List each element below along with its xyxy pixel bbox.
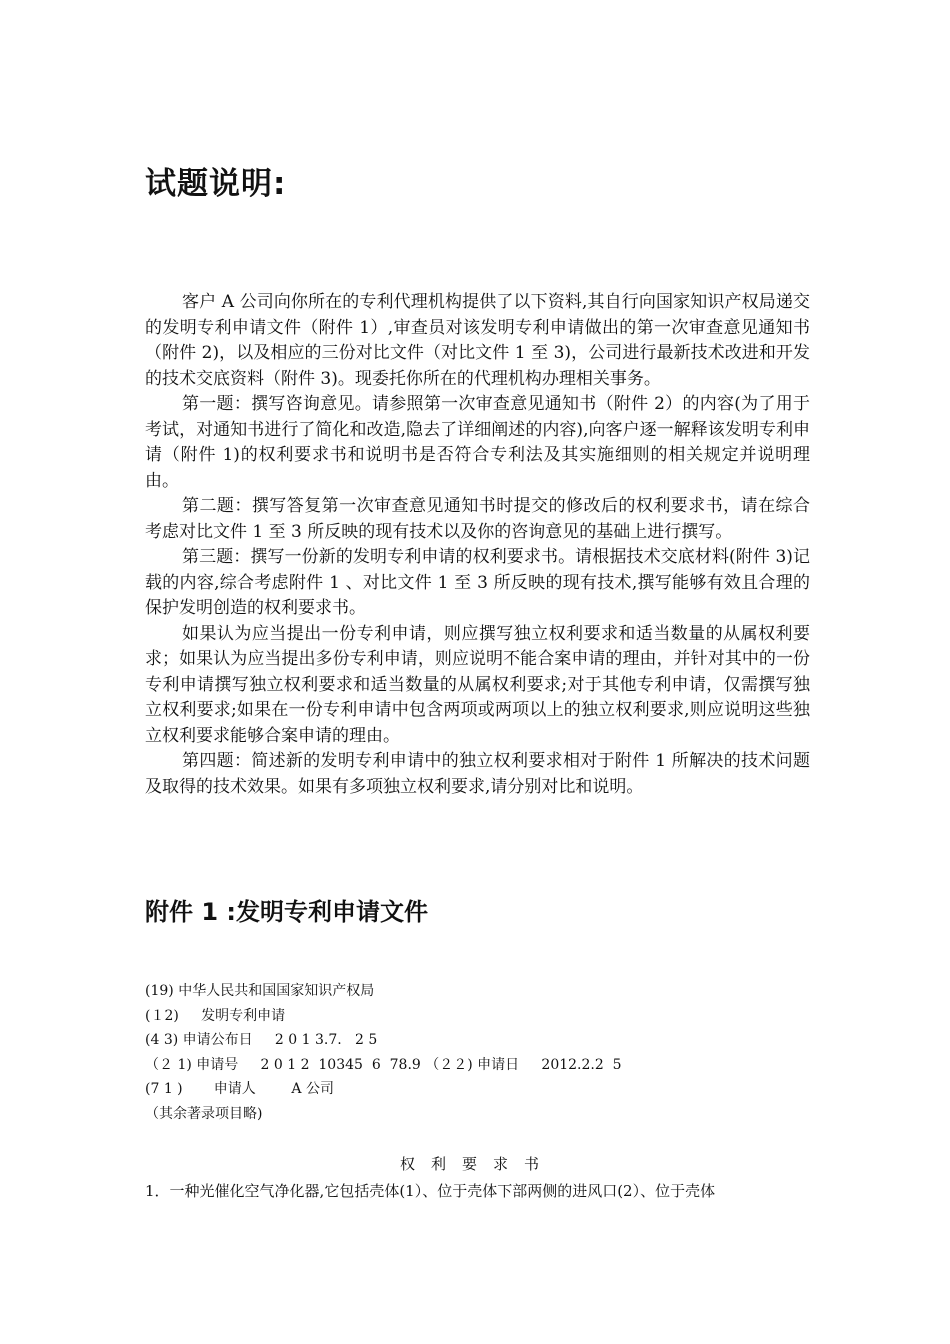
- paragraph-question-3-note: 如果认为应当提出一份专利申请，则应撰写独立权利要求和适当数量的从属权利要求；如果认为应当提出多份专利申请，则应说明不能合案申请的理由，并针对其中的一份专利申请撰写独立权利要求和适当数量的从属权利要求;对于其他专利申请，仅需撰写独立权利要求;如果在一份专利申请中包含两项或两项以上的独立权利要求,则应说明这些独立权利要求能够合案申请的理由。: [145, 623, 810, 746]
- page-title: 试题说明:: [145, 166, 287, 202]
- biblio-line-office: (19) 中华人民共和国国家知识产权局: [145, 983, 375, 999]
- paragraph-question-1: 第一题：撰写咨询意见。请参照第一次审查意见通知书（附件 2）的内容(为了用于考试，对通知书进行了简化和改造,隐去了详细阐述的内容),向客户逐一解释该发明专利申请（附件 1)的权利要求书和说明书是否符合专利法及其实施细则的相关规定并说明理由。: [145, 394, 810, 491]
- paragraph-intro: 客户 A 公司向你所在的专利代理机构提供了以下资料,其自行向国家知识产权局递交的发明专利申请文件（附件 1）,审查员对该发明专利申请做出的第一次审查意见通知书（附件 2)，以及相应的三份对比文件（对比文件 1 至 3)，公司进行最新技术改进和开发的技术交底资料（附件 3)。现委托你所在的代理机构办理相关事务。: [145, 292, 810, 389]
- paragraph-question-3: 第三题：撰写一份新的发明专利申请的权利要求书。请根据技术交底材料(附件 3)记载的内容,综合考虑附件 1 、对比文件 1 至 3 所反映的现有技术,撰写能够有效且合理的保护发明创造的权利要求书。: [145, 547, 810, 618]
- attachment-title: 附件 1 :发明专利申请文件: [145, 898, 429, 926]
- biblio-line-applicant: (7 1 ) 申请人 A 公司: [145, 1081, 334, 1097]
- instructions-body: [145, 290, 810, 800]
- paragraph-question-4: 第四题：简述新的发明专利申请中的独立权利要求相对于附件 1 所解决的技术问题及取得的技术效果。如果有多项独立权利要求,请分别对比和说明。: [145, 751, 810, 797]
- claims-heading: 权利要求书: [399, 1155, 555, 1173]
- biblio-line-application-number: （２ 1) 申请号 2 0 1 2 10345 6 78.9 （２２) 申请日 2012.2.2 5: [145, 1056, 622, 1073]
- biblio-line-omitted: （其余著录项目略): [145, 1105, 263, 1122]
- bibliographic-data: [145, 979, 825, 1126]
- biblio-line-type: (１2) 发明专利申请: [145, 1007, 286, 1024]
- paragraph-question-2: 第二题：撰写答复第一次审查意见通知书时提交的修改后的权利要求书，请在综合考虑对比文件 1 至 3 所反映的现有技术以及你的咨询意见的基础上进行撰写。: [145, 496, 810, 542]
- biblio-line-publication-date: (4 3) 申请公布日 2 0 1 3.7. 2 5: [145, 1032, 378, 1048]
- claim-1-text: 1．一种光催化空气净化器,它包括壳体(1）、位于壳体下部两侧的进风口(2）、位于壳体: [145, 1182, 716, 1200]
